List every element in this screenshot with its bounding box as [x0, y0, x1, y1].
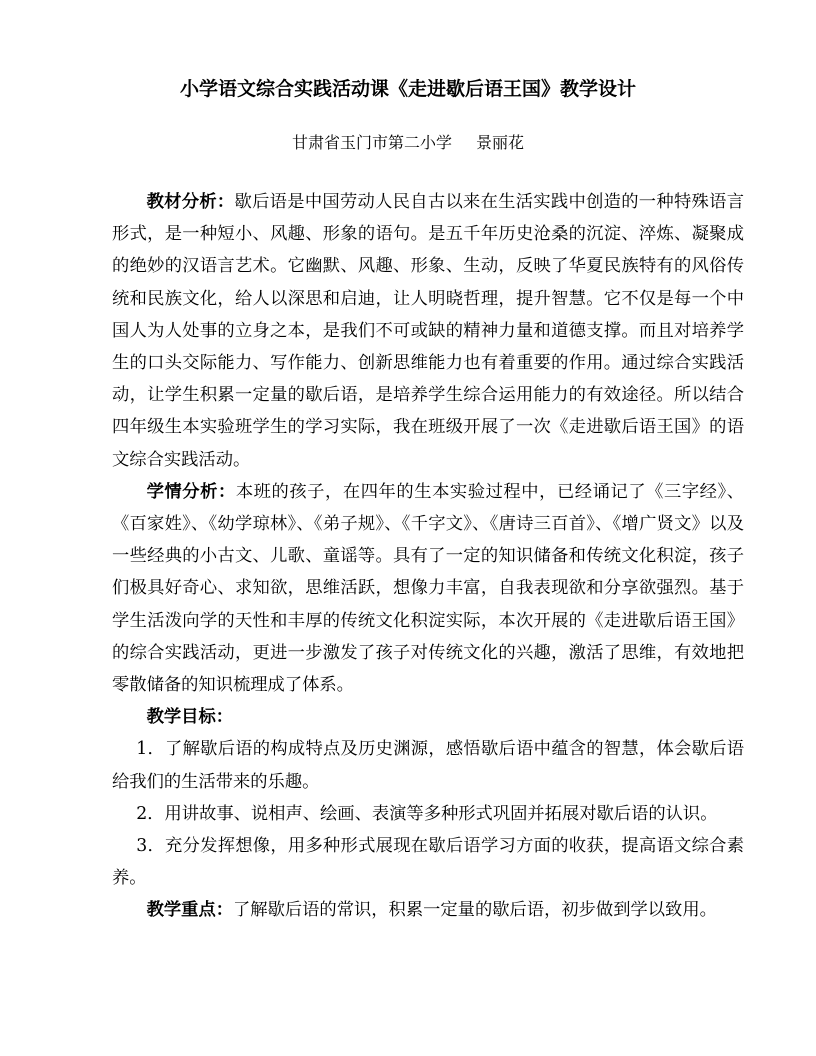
student-analysis-text: 本班的孩子，在四年的生本实验过程中，已经诵记了《三字经》、《百家姓》、《幼学琼林》、《弟子规》、《千字文》、《唐诗三百首》、《增广贤文》以及一些经典的小古文、儿歌、童谣等。具有了一定的知识储备和传统文化积淀，孩子们极具好奇心、求知欲，思维活跃，想像力丰富，自我表现欲和分享欲强烈。基于学生活泼向学的天性和丰厚的传统文化积淀实际，本次开展的《走进歇后语王国》的综合实践活动，更进一步激发了孩子对传统文化的兴趣，激活了思维，有效地把零散储备的知识梳理成了体系。: [112, 481, 744, 696]
objective-item: 3．充分发挥想像，用多种形式展现在歇后语学习方面的收获，提高语文综合素养。: [112, 836, 744, 889]
key-points-text: 了解歇后语的常识，积累一定量的歇后语，初步做到学以致用。: [233, 900, 717, 921]
author-school: 甘肃省玉门市第二小学: [291, 133, 452, 152]
material-analysis-label: 教材分析：: [146, 192, 235, 212]
material-analysis-paragraph: [112, 186, 744, 476]
objective-item: 1．了解歇后语的构成特点及历史渊源，感悟歇后语中蕴含的智慧，体会歇后语给我们的生活带来的乐趣。: [112, 739, 744, 792]
document-body: [112, 186, 744, 927]
key-points-label: 教学重点：: [146, 900, 234, 921]
document-title: 小学语文综合实践活动课《走进歇后语王国》教学设计: [179, 78, 636, 100]
key-points-paragraph: [112, 894, 744, 926]
student-analysis-paragraph: [112, 476, 744, 701]
objective-item: 2．用讲故事、说相声、绘画、表演等多种形式巩固并拓展对歇后语的认识。: [136, 803, 718, 824]
material-analysis-text: 歇后语是中国劳动人民自古以来在生活实践中创造的一种特殊语言形式，是一种短小、风趣、形象的语句。是五千年历史沧桑的沉淀、淬炼、凝聚成的绝妙的汉语言艺术。它幽默、风趣、形象、生动，反映了华夏民族特有的风俗传统和民族文化，给人以深思和启迪，让人明晓哲理，提升智慧。它不仅是每一个中国人为人处事的立身之本，是我们不可或缺的精神力量和道德支撑。而且对培养学生的口头交际能力、写作能力、创新思维能力也有着重要的作用。通过综合实践活动，让学生积累一定量的歇后语，是培养学生综合运用能力的有效途径。所以结合四年级生本实验班学生的学习实际，我在班级开展了一次《走进歇后语王国》的语文综合实践活动。: [112, 192, 744, 470]
objectives-label: 教学目标：: [146, 707, 234, 728]
author-line: [0, 131, 816, 155]
objectives-heading-paragraph: [112, 701, 744, 733]
student-analysis-label: 学情分析：: [146, 481, 236, 502]
author-name: 景丽花: [476, 133, 525, 152]
